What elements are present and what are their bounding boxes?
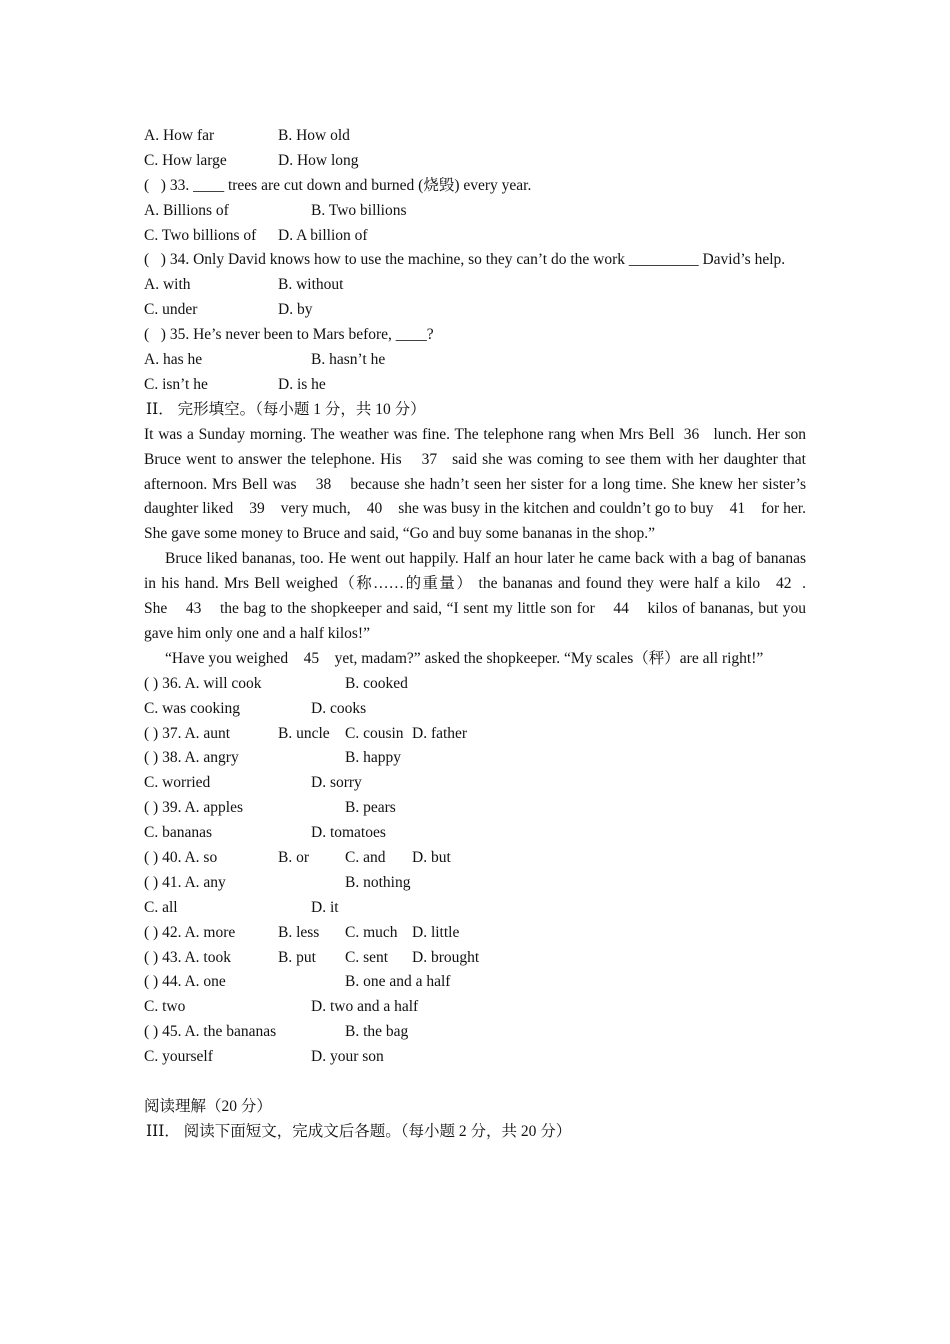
q38-options-row-2	[144, 771, 806, 796]
q44-option-b: B. one and a half	[345, 973, 451, 991]
q41-options-row-2	[144, 896, 806, 921]
q33-option-d: D. A billion of	[278, 226, 368, 244]
q36-option-c: C. was cooking	[144, 699, 241, 717]
passage-paragraph-2: Bruce liked bananas, too. He went out happily. Half an hour later he came back with a bag of bananas in his hand. Mrs Bell weighed（称……的重量） the bananas and found they were half a kilo 42 . She 43 the bag to the shopkeeper and said, “I sent my little son for 44 kilos of bananas, but you gave him only one and a half kilos!”	[144, 550, 806, 642]
q44-option-a: ( ) 44. A. one	[144, 973, 226, 991]
q32-options-row-1	[144, 124, 806, 149]
q34-question: ( ) 34. Only David knows how to use the machine, so they can’t do the work _________ David’s help.	[144, 251, 786, 269]
q35-option-d: D. is he	[278, 375, 326, 393]
q41-option-d: D. it	[311, 898, 339, 916]
q36-option-a: ( ) 36. A. will cook	[144, 674, 262, 692]
q33-options-row-1	[144, 199, 806, 224]
q35-question	[144, 323, 806, 348]
q39-option-c: C. bananas	[144, 824, 213, 842]
q38-option-b: B. happy	[345, 749, 401, 767]
q33-option-b: B. Two billions	[311, 201, 407, 219]
section-2-heading	[144, 398, 806, 423]
q40-option-d: D. but	[412, 849, 451, 866]
q44-option-d: D. two and a half	[311, 998, 419, 1016]
q40-option-a: ( ) 40. A. so	[144, 849, 218, 866]
q40-option-c: C. and	[345, 849, 386, 866]
q37-option-d: D. father	[412, 724, 468, 742]
q45-option-a: ( ) 45. A. the bananas	[144, 1023, 277, 1041]
q37-option-a: ( ) 37. A. aunt	[144, 724, 231, 742]
section-2-title: ⅠⅠ． 完形填空。（每小题 1 分，共 10 分）	[146, 400, 426, 418]
q34-options-row-1	[144, 273, 806, 298]
q39-option-a: ( ) 39. A. apples	[144, 799, 244, 817]
q37-options-row	[144, 722, 806, 747]
q41-option-b: B. nothing	[345, 873, 411, 891]
q42-option-d: D. little	[412, 923, 460, 941]
q35-option-b: B. hasn’t he	[311, 351, 386, 369]
q34-option-a: A. with	[144, 276, 191, 294]
q33-option-a: A. Billions of	[144, 201, 229, 219]
q36-option-b: B. cooked	[345, 674, 408, 692]
q33-options-row-2	[144, 224, 806, 249]
q43-option-a: ( ) 43. A. took	[144, 948, 231, 966]
q35-options-row-1	[144, 348, 806, 373]
q45-option-c: C. yourself	[144, 1048, 213, 1066]
q41-option-c: C. all	[144, 898, 178, 916]
q39-option-b: B. pears	[345, 799, 396, 817]
q44-options-row-1	[144, 970, 806, 995]
q37-option-c: C. cousin	[345, 724, 404, 742]
q40-option-b: B. or	[278, 849, 309, 866]
q41-option-a: ( ) 41. A. any	[144, 873, 226, 891]
q38-option-d: D. sorry	[311, 774, 362, 792]
q32-option-c: C. How large	[144, 151, 227, 169]
q36-options-row-1	[144, 672, 806, 697]
reading-title: 阅读理解（20 分）	[144, 1097, 272, 1115]
q45-options-row-1	[144, 1020, 806, 1045]
q45-option-d: D. your son	[311, 1048, 384, 1066]
q33-question	[144, 174, 806, 199]
q34-option-c: C. under	[144, 301, 198, 319]
q44-options-row-2	[144, 995, 806, 1020]
q38-options-row-1	[144, 746, 806, 771]
spacer	[144, 1070, 806, 1095]
q34-options-row-2	[144, 298, 806, 323]
exam-page	[144, 124, 806, 1145]
q42-option-a: ( ) 42. A. more	[144, 923, 236, 941]
q36-option-d: D. cooks	[311, 699, 367, 717]
passage-paragraph-3: “Have you weighed 45 yet, madam?” asked the shopkeeper. “My scales（秤）are all right!”	[165, 649, 764, 667]
q44-option-c: C. two	[144, 998, 186, 1016]
q42-options-row	[144, 921, 806, 946]
section-3-title: ⅠⅠⅠ． 阅读下面短文，完成文后各题。（每小题 2 分，共 20 分）	[146, 1122, 572, 1140]
q45-options-row-2	[144, 1045, 806, 1070]
q40-options-row	[144, 846, 806, 871]
q39-options-row-1	[144, 796, 806, 821]
q38-option-c: C. worried	[144, 774, 211, 792]
q35-text: ( ) 35. He’s never been to Mars before, ____?	[144, 326, 434, 344]
q39-options-row-2	[144, 821, 806, 846]
q34-option-d: D. by	[278, 301, 313, 319]
q35-option-c: C. isn’t he	[144, 375, 208, 393]
reading-heading	[144, 1095, 806, 1120]
q43-option-b: B. put	[278, 948, 316, 966]
q38-option-a: ( ) 38. A. angry	[144, 749, 239, 767]
q33-text: ( ) 33. ____ trees are cut down and burned (烧毁) every year.	[144, 176, 532, 194]
q37-option-b: B. uncle	[278, 724, 330, 742]
q43-option-d: D. brought	[412, 948, 480, 966]
q41-options-row-1	[144, 871, 806, 896]
q39-option-d: D. tomatoes	[311, 824, 386, 842]
q43-options-row	[144, 946, 806, 971]
q45-option-b: B. the bag	[345, 1023, 409, 1041]
q33-option-c: C. Two billions of	[144, 226, 257, 244]
passage-paragraph-1: It was a Sunday morning. The weather was fine. The telephone rang when Mrs Bell 36 lunch. Her son Bruce went to answer the telephone. His 37 said she was coming to see them with her daughter that afternoon. Mrs Bell was 38 because she hadn’t seen her sister for a long time. She knew her sister’s daughter liked 39 very much, 40 she was busy in the kitchen and couldn’t go to buy 41 for her. She gave some money to Bruce and said, “Go and buy some bananas in the shop.”	[144, 425, 806, 543]
q42-option-b: B. less	[278, 923, 320, 941]
q32-options-row-2	[144, 149, 806, 174]
q43-option-c: C. sent	[345, 948, 389, 966]
q32-option-a: A. How far	[144, 127, 215, 144]
q32-option-b: B. How old	[278, 127, 350, 144]
q36-options-row-2	[144, 697, 806, 722]
q35-option-a: A. has he	[144, 351, 203, 369]
q35-options-row-2	[144, 373, 806, 398]
q34-option-b: B. without	[278, 276, 344, 294]
q32-option-d: D. How long	[278, 151, 359, 169]
section-3-heading	[144, 1120, 806, 1145]
q42-option-c: C. much	[345, 923, 398, 941]
